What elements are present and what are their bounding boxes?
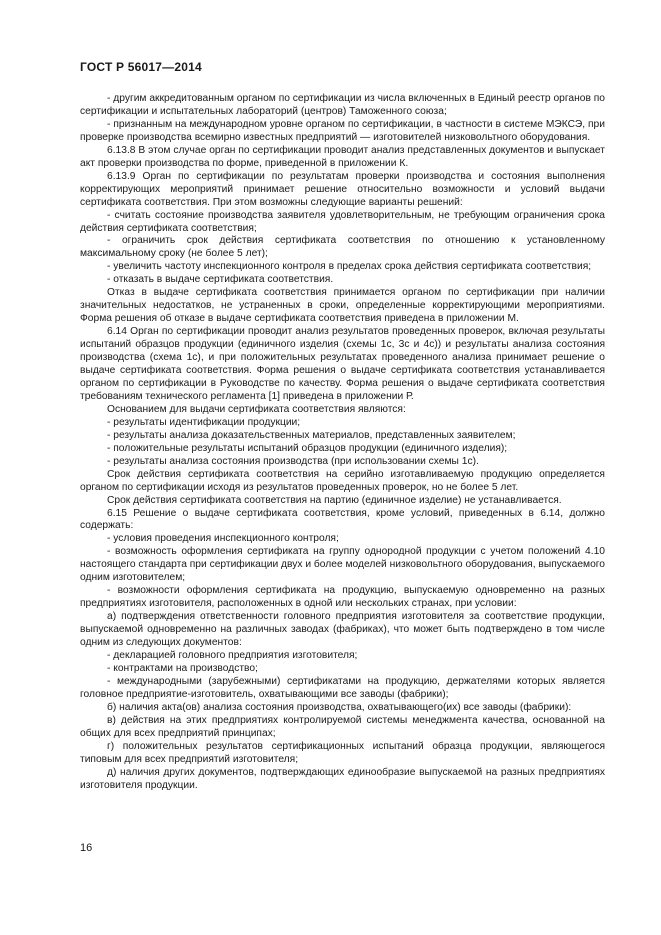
paragraph: - результаты идентификации продукции; [107,416,301,428]
paragraph: - декларацией головного предприятия изготовителя; [107,649,358,661]
paragraph: - контрактами на производство; [107,662,258,674]
paragraph: Срок действия сертификата соответствия на серийно изготавливаемую продукцию определяется органом по сертификации исходя из результатов проведенных проверок, но не более 5 лет. [80,468,605,493]
paragraph: а) подтверждения ответственности головного предприятия изготовителя за соответствие продукции, выпускаемой одновременно на различных заводах (фабриках), что может быть подтверждено в том числе одним из следующих документов: [80,611,605,649]
paragraph: Основанием для выдачи сертификата соответствия являются: [107,403,406,415]
paragraph: д) наличия других документов, подтверждающих единообразие выпускаемой на разных предприятиях изготовителя продукции. [80,766,605,791]
page-number: 16 [80,842,93,854]
paragraph: 6.15 Решение о выдаче сертификата соответствия, кроме условий, приведенных в 6.14, должно содержать: [80,507,605,532]
paragraph: Отказ в выдаче сертификата соответствия принимается органом по сертификации при наличии значительных недостатков, не устраненных в сроки, определенные корректирующими мероприятиями. Форма решения об отказе в выдаче сертификата соответствия приведена в приложении М. [80,287,605,325]
paragraph: - международными (зарубежными) сертификатами на продукцию, держателями которых является головное предприятие-изготовитель, охватывающими все заводы (фабрики); [80,675,605,700]
paragraph: 6.14 Орган по сертификации проводит анализ результатов проведенных проверок, включая результаты испытаний образцов продукции (единичного изделия (схемы 1с, 3с и 4с)) и результаты анализа состояния производства (схема 1с), и при положительных результатах проведенного анализа принимает решение о выдаче сертификата соответствия. Форма решения о выдаче сертификата соответствия устанавливается органом по сертификации в Руководстве по качеству. Форма решения о выдаче сертификата соответствия требованиям технического регламента [1] приведена в приложении Р. [80,326,605,402]
paragraph: - возможность оформления сертификата на группу однородной продукции с учетом положений 4.10 настоящего стандарта при сертификации двух и более моделей низковольтного оборудования, выпускаемого одним изготовителем; [80,546,605,584]
paragraph: в) действия на этих предприятиях контролируемой системы менеджмента качества, основанной на общих для всех предприятий принципах; [80,714,605,739]
paragraph: - результаты анализа доказательственных материалов, представленных заявителем; [107,429,516,441]
paragraph: - результаты анализа состояния производства (при использовании схемы 1с). [107,455,479,467]
document-body [80,93,605,792]
paragraph: г) положительных результатов сертификационных испытаний образца продукции, являющегося типовым для всех предприятий изготовителя; [80,740,605,765]
paragraph: - увеличить частоту инспекционного контроля в пределах срока действия сертификата соответствия; [107,261,592,273]
document-code: ГОСТ Р 56017—2014 [80,60,202,74]
paragraph: б) наличия акта(ов) анализа состояния производства, охватывающего(их) все заводы (фабрики): [107,701,572,713]
paragraph: - ограничить срок действия сертификата соответствия по отношению к установленному максимальному сроку (не более 5 лет); [80,235,605,260]
paragraph: 6.13.8 В этом случае орган по сертификации проводит анализ представленных документов и выпускает акт проверки производства по форме, приведенной в приложении К. [80,144,605,169]
paragraph: Срок действия сертификата соответствия на партию (единичное изделие) не устанавливается. [107,494,562,506]
paragraph: - отказать в выдаче сертификата соответствия. [107,274,334,286]
paragraph: - положительные результаты испытаний образцов продукции (единичного изделия); [107,442,508,454]
paragraph: 6.13.9 Орган по сертификации по результатам проверки производства и состояния выполнения корректирующих мероприятий принимает решение относительно возможности и условий выдачи сертификата соответствия. При этом возможны следующие варианты решений: [80,170,605,208]
paragraph: - возможности оформления сертификата на продукцию, выпускаемую одновременно на разных предприятиях изготовителя, расположенных в одной или нескольких странах, при условии: [80,585,605,610]
paragraph: - признанным на международном уровне органом по сертификации, в частности в системе МЭКСЭ, при проверке производства всемирно известных предприятий — изготовителей низковольтного оборудования. [80,118,605,143]
paragraph: - условия проведения инспекционного контроля; [107,533,339,545]
paragraph: - считать состояние производства заявителя удовлетворительным, не требующим ограничения срока действия сертификата соответствия; [80,209,605,234]
paragraph: - другим аккредитованным органом по сертификации из числа включенных в Единый реестр органов по сертификации и испытательных лабораторий (центров) Таможенного союза; [80,93,605,117]
